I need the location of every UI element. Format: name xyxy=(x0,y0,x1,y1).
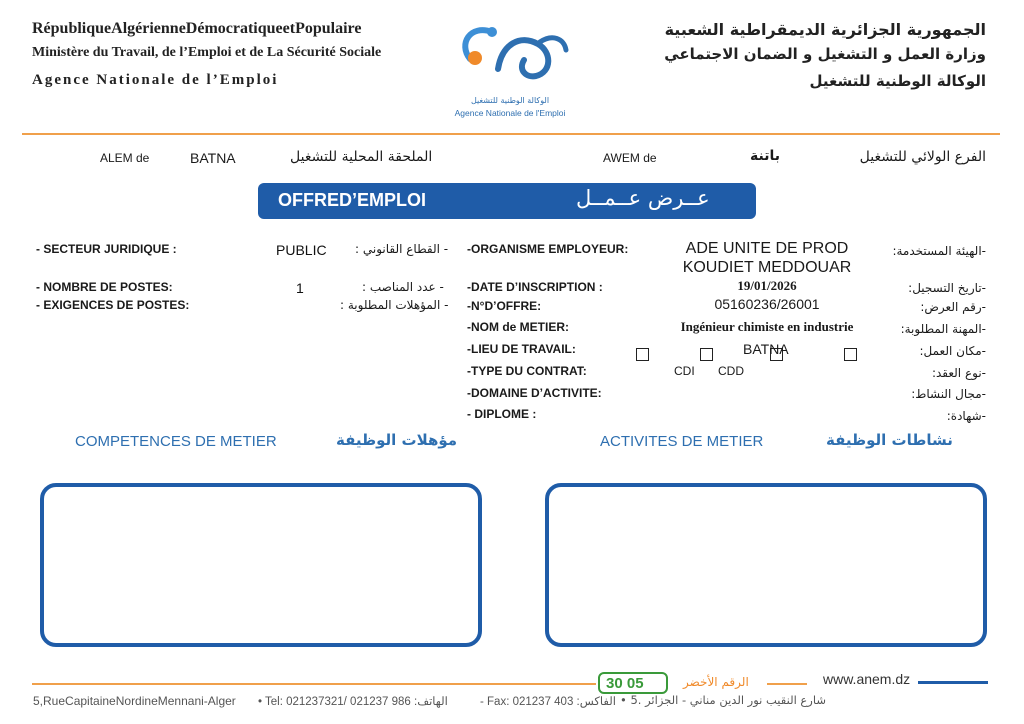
banner-title-fr: OFFRED’EMPLOI xyxy=(278,190,426,210)
footer-fax: - Fax: 021237 403 :الفاكس xyxy=(480,696,616,708)
logo-caption-fr: Agence Nationale de l'Emploi xyxy=(454,108,566,118)
date-value: 19/01/2026 xyxy=(737,278,797,293)
competences-box[interactable] xyxy=(40,483,482,647)
competences-title-ar: مؤهلات الوظيفة xyxy=(336,431,458,449)
activites-title-ar: نشاطات الوظيفة xyxy=(826,431,953,449)
secteur-value: PUBLIC xyxy=(276,242,327,258)
green-number-badge xyxy=(598,672,668,694)
date-label: -DATE D’INSCRIPTION : xyxy=(467,280,603,294)
footer-line-blue xyxy=(918,681,988,684)
logo-caption-ar: الوكالة الوطنية للتشغيل xyxy=(470,96,550,105)
secteur-label: - SECTEUR JURIDIQUE : xyxy=(36,242,177,256)
organisme-value-1: ADE UNITE DE PROD xyxy=(685,240,849,257)
organisme-value-2: KOUDIET MEDDOUAR xyxy=(682,259,852,276)
contrat-cdi-label: CDI xyxy=(674,364,695,378)
competences-title: COMPETENCES DE METIER xyxy=(75,433,277,450)
secteur-label-ar: - القطاع القانوني : xyxy=(355,242,449,256)
domaine-label-ar: -مجال النشاط: xyxy=(911,387,986,401)
header-ar-ministry: وزارة العمل و التشغيل و الضمان الاجتماعي xyxy=(664,45,986,63)
lieu-value: BATNA xyxy=(743,341,789,357)
anem-logo-icon xyxy=(440,14,580,94)
alem-label: ALEM de xyxy=(100,151,150,165)
lieu-label-ar: -مكان العمل: xyxy=(919,344,986,358)
header-fr-ministry: Ministère du Travail, de l’Emploi et de La Sécurité Sociale xyxy=(32,45,382,60)
diplome-label-ar: -شهادة: xyxy=(946,409,986,423)
offre-value: 05160236/26001 xyxy=(714,296,820,312)
postes-label-ar: - عدد المناصب : xyxy=(362,280,444,294)
green-number: 30 05 xyxy=(606,675,644,692)
metier-value: Ingénieur chimiste en industrie xyxy=(680,319,854,334)
header-fr-republic: RépubliqueAlgérienneDémocratiqueetPopulaire xyxy=(32,20,362,37)
footer-address-ar: • 5. شارع النقيب نور الدين مناني - الجزائر xyxy=(620,693,826,707)
organisme-label: -ORGANISME EMPLOYEUR: xyxy=(467,242,629,256)
banner-title-ar: عــرض عــمــل xyxy=(576,186,710,210)
offer-banner xyxy=(258,183,756,219)
lieu-label: -LIEU DE TRAVAIL: xyxy=(467,342,576,356)
checkbox-1[interactable] xyxy=(636,348,649,361)
header-fr-agency: Agence Nationale de l’Emploi xyxy=(32,72,279,88)
activites-title: ACTIVITES DE METIER xyxy=(600,433,764,450)
anem-logo xyxy=(440,14,580,124)
metier-label: -NOM de METIER: xyxy=(467,320,569,334)
offre-label-ar: -رقم العرض: xyxy=(920,300,986,314)
header-divider xyxy=(22,133,1000,135)
website-link[interactable]: www.anem.dz xyxy=(823,671,911,687)
footer-line-short xyxy=(767,683,807,685)
header-ar-agency: الوكالة الوطنية للتشغيل xyxy=(809,72,986,90)
date-label-ar: -تاريخ التسجيل: xyxy=(908,281,986,295)
awem-label-ar: الفرع الولائي للتشغيل xyxy=(859,149,986,165)
footer-line-orange xyxy=(32,683,596,685)
awem-value: باتنة xyxy=(750,148,780,164)
footer-phone: • Tel: 021237321/ 021237 986 :الهاتف xyxy=(258,696,448,708)
green-number-label-ar: الرقم الأخضر xyxy=(683,675,749,689)
diplome-label: - DIPLOME : xyxy=(467,407,537,421)
postes-value: 1 xyxy=(296,280,304,296)
postes-label: - NOMBRE DE POSTES: xyxy=(36,280,173,294)
metier-label-ar: -المهنة المطلوبة: xyxy=(900,322,986,336)
offre-label: -N°D’OFFRE: xyxy=(467,299,542,313)
header-ar-republic: الجمهورية الجزائرية الديمقراطية الشعبية xyxy=(664,20,986,39)
exigences-label: - EXIGENCES DE POSTES: xyxy=(36,298,190,312)
checkbox-4[interactable] xyxy=(844,348,857,361)
alem-label-ar: الملحقة المحلية للتشغيل xyxy=(290,149,433,165)
alem-value: BATNA xyxy=(190,150,236,166)
exigences-label-ar: - المؤهلات المطلوبة : xyxy=(340,298,449,312)
domaine-label: -DOMAINE D’ACTIVITE: xyxy=(467,386,602,400)
awem-label: AWEM de xyxy=(603,151,657,165)
activites-box[interactable] xyxy=(545,483,987,647)
contrat-label-ar: -نوع العقد: xyxy=(931,366,986,380)
checkbox-cdi[interactable] xyxy=(700,348,713,361)
organisme-label-ar: -الهيئة المستخدمة: xyxy=(892,244,986,258)
contrat-label: -TYPE DU CONTRAT: xyxy=(467,364,587,378)
footer-address-fr: 5,RueCapitaineNordineMennani-Alger xyxy=(33,694,236,708)
contrat-cdd-label: CDD xyxy=(718,364,744,378)
